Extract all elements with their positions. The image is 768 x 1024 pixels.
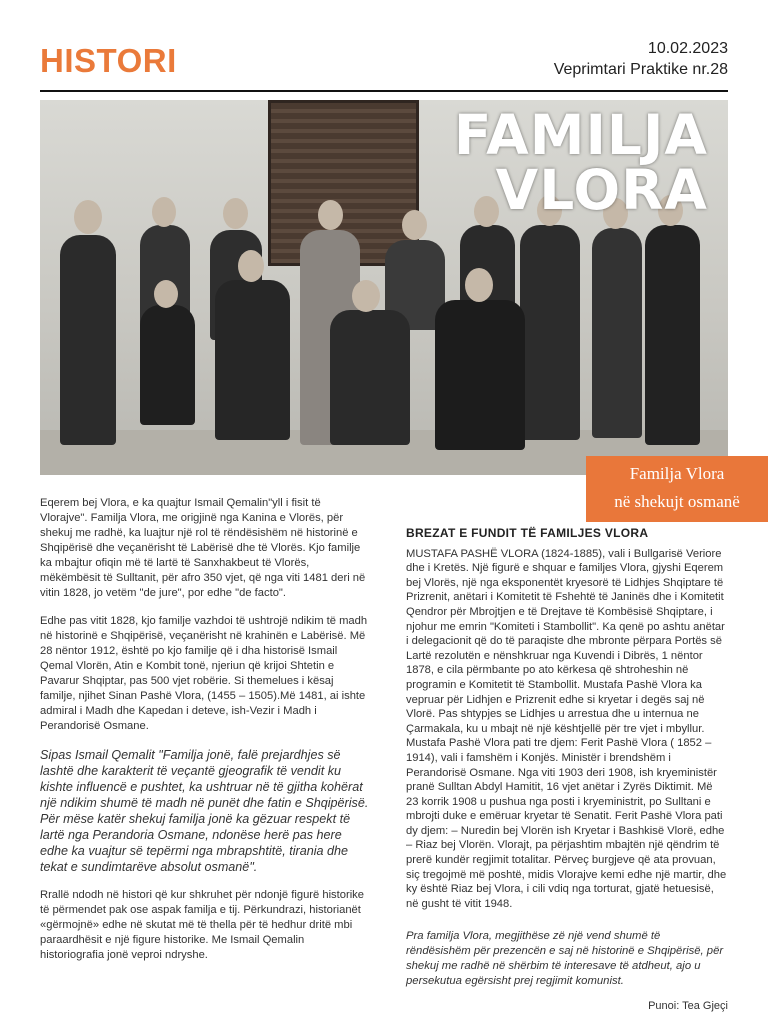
issue-label: Veprimtari Praktike nr.28 <box>553 61 728 78</box>
header-divider <box>40 90 728 92</box>
photo-figure <box>330 310 410 445</box>
photo-figure-head <box>402 210 427 240</box>
photo-figure-head <box>74 200 102 234</box>
photo-figure <box>60 235 116 445</box>
photo-figure <box>215 280 290 440</box>
caption-line1: Familja Vlora <box>629 464 725 483</box>
photo-title-line2: VLORA <box>495 158 708 222</box>
closing-quote: Pra familja Vlora, megjithëse zë një vend shumë të rëndësishëm për prezencën e saj në historinë e Shqipërisë, për shekuj me radhë në shërbim të interesave të atdheut, ajo u persekutua egërsisht prej regjimit komunist. <box>406 930 724 988</box>
photo-caption-box <box>586 456 768 522</box>
caption-line2: në shekujt osmanë <box>614 492 740 511</box>
photo-figure-head <box>223 198 248 229</box>
photo-title-line1: FAMILJA <box>453 103 708 167</box>
photo-figure-head <box>238 250 264 282</box>
issue-date: 10.02.2023 <box>647 40 728 57</box>
left-column <box>40 496 370 976</box>
photo-figure <box>435 300 525 450</box>
pull-quote: Sipas Ismail Qemalit "Familja jonë, falë prejardhjes së lashtë dhe karakterit të veçantë gjeografik të vendit ku kishte influencë e pushtet, ka ushtruar në të gjitha kohërat një ndikim shumë të madh në punët dhe fatin e Shqipërisë. Për mëse katër shekuj familja jonë ka gëzuar respekt të lartë nga Perandoria Osmane, ndonëse herë pas here edhe ka vuajtur së tepërmi nga mbrapshtitë, tirania dhe tekat e sundimtarëve absolut osmanë". <box>40 748 369 874</box>
section-heading: BREZAT E FUNDIT TË FAMILJES VLORA <box>406 526 649 540</box>
photo-figure <box>140 305 195 425</box>
photo-figure <box>520 225 580 440</box>
photo-figure-head <box>318 200 343 230</box>
family-photo <box>40 100 728 475</box>
photo-figure <box>645 225 700 445</box>
paragraph: Eqerem bej Vlora, e ka quajtur Ismail Qemalin"yll i fisit të Vlorajve". Familja Vlora, me origjinë nga Kanina e Vlorës, për shekuj me radhë, ka luajtur një rol të rëndësishëm në historinë e Shqipërisë dhe veçanërisht të Labërisë dhe të Vlorës. Kjo familje ka mbajtur ofiqin më të lartë të Sanxhakbeut të Vlorës, mëkëmbësit të Sulltanit, për afro 350 vjet, që nga viti 1481 deri në vitin 1828, jo vetëm "de jure", por edhe "de facto". <box>40 497 366 599</box>
photo-figure <box>592 228 642 438</box>
paragraph: Edhe pas vitit 1828, kjo familje vazhdoi të ushtrojë ndikim të madh në historinë e Shqipërisë, veçanërisht në krahinën e Labërisë. Më 28 nëntor 1912, është po kjo familje që i dha historisë Ismail Qemal Vlorën, Atin e Kombit tonë, njeriun që krijoi Shtetin e Pavarur Shqiptar, pas 500 vjet robërie. Si themelues i kësaj familje, njihet Sinan Pashë Vlora, (1455 – 1505).Më 1481, ai ishte admiral i Madh dhe Kapedan i deteve, ish-Vezir i Madh i Perandorisë Osmane. <box>40 615 368 732</box>
photo-figure-head <box>352 280 380 312</box>
photo-figure-head <box>465 268 493 302</box>
photo-figure-head <box>154 280 178 308</box>
photo-figure-head <box>152 197 176 227</box>
paragraph: MUSTAFA PASHË VLORA (1824-1885), vali i Bullgarisë Veriore dhe i Kretës. Një figurë e shquar e familjes Vlora, gjyshi Eqerem bej Vlorës, një nga eksponentët kryesorë të Lidhjes Shqiptare të Prizrenit, anëtari i Komitetit të Fshehtë të Janinës dhe i Komitetit Qendror për Mbrojtjen e të Drejtave të Kombësisë Shqiptare, i njohur me emrin "Komiteti i Stambollit". Ka qenë po ashtu anëtar i delegacionit që do të paraqiste dhe mbronte përpara Portës së Lartë rezolutën e nënshkruar nga Kuvendi i Dibrës, 1 nëntor 1878, e cila përmbante po ato kërkesa që shtroheshin në programin e Komitetit të Stambollit. Mustafa Pashë Vlora ka vepruar për Lidhjen e Prizrenit edhe si kryetar i degës saj në Vlorë. Pas shtypjes se Lidhjes u arrestua dhe u internua ne Çarmakala, ku u mbajt në një kështjellë për tre vjet i mbyllur. Mustafa Pashë Vlora pati tre djem: Ferit Pashë Vlora ( 1852 – 1914), vali i famshëm i Konjës. Ministër i brendshëm i Perandorisë Osmane. Nga viti 1903 deri 1908, ish kryeministër pranë Sulltan Abdyl Hamitit, 16 vjet anëtar i Zyrës Diktimit. Më 23 korrik 1908 u pushua nga posti i kryeministrit, po Sulltani e mbrojti duke e emëruar kryetar të Senatit. Ferit Pashë Vlora pati dy djem: – Nuredin bej Vlorën ish Kryetar i Bashkisë Vlorë, edhe – Riaz bej Vlorën. Vlorajt, pa përjashtim mbajtën një qëndrim të prerë kundër regjimit totalitar. Përveç burgjeve që ata provuan, siç tregojmë më poshtë, midis Vlorajve kemi edhe një martir, dhe ky është Riaz bej Vlora, i cili vdiq nga torturat, gjatë hetuesisë, në gusht të vitit 1948. <box>406 547 727 910</box>
section-title: HISTORI <box>40 42 177 79</box>
right-column <box>406 526 728 989</box>
paragraph: Rrallë ndodh në histori që kur shkruhet për ndonjë figurë historike të përmendet pak ose aspak familja e tij. Përkundrazi, historianët «gërmojnë» edhe në skutat më të thella për të hedhur dritë mbi paraardhësit e një figure historike. Me Ismail Qemalin historiografia jonë veproi ndryshe. <box>40 889 365 961</box>
author-credit: Punoi: Tea Gjeçi <box>648 1000 728 1012</box>
photo-title <box>453 103 708 222</box>
